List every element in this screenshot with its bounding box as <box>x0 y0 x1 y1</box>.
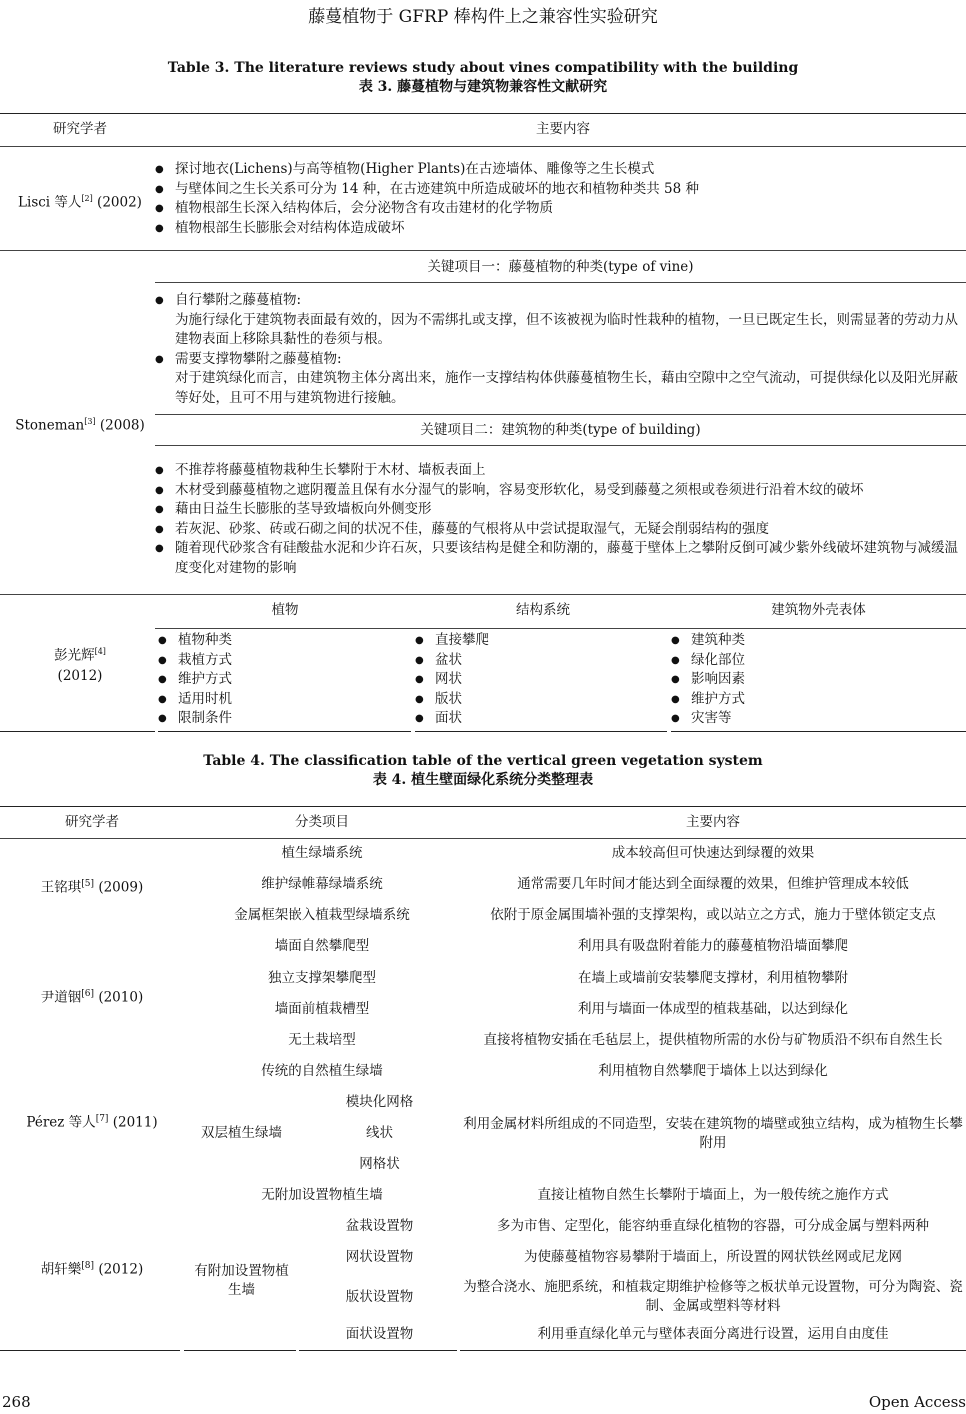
researcher-wang <box>0 875 184 898</box>
list-item: ● 栽植方式 <box>158 651 408 671</box>
list-item: ● 探讨地衣(Lichens)与高等植物(Higher Plants)在古迹墙体、雕像等之生长模式 <box>155 160 960 180</box>
page-number: 268 <box>2 1393 31 1411</box>
bullet-title: 需要支撑物攀附之藤蔓植物: <box>175 350 342 367</box>
content-cell: 通常需要几年时间才能达到全面绿覆的效果，但维护管理成本较低 <box>517 876 909 892</box>
stoneman-key-item-1: 关键项目一：藤蔓植物的种类(type of vine) <box>427 259 694 275</box>
table4-bottom-rule <box>184 1350 296 1351</box>
researcher-name: Stoneman <box>15 417 85 434</box>
peng-structure-list <box>415 631 665 729</box>
stoneman-vine-types-list <box>155 291 966 408</box>
reference-mark: [4] <box>94 647 106 656</box>
subcategory-cell: 盆栽设置物 <box>345 1218 414 1234</box>
table3-bottom-rule <box>0 731 155 732</box>
stoneman-key-item-2: 关键项目二：建筑物的种类(type of building) <box>420 422 701 438</box>
table4-top-rule <box>0 806 966 807</box>
peng-header-envelope: 建筑物外壳表体 <box>771 602 866 618</box>
table3-bottom-rule <box>415 731 667 732</box>
category-cell: 无土栽培型 <box>288 1032 356 1048</box>
bullet-title: 自行攀附之藤蔓植物: <box>175 292 302 308</box>
running-title: 藤蔓植物于 GFRP 棒构件上之兼容性实验研究 <box>308 7 658 27</box>
reference-mark: [7] <box>95 1114 109 1124</box>
bullet-text: 为施行绿化于建筑物表面最有效的，因为不需绑扎或支撑，但不该被视为临时性栽种的植物，一旦已既定生长，则需显著的劳动力从建物表面上移除具黏性的卷须与根。 <box>175 311 958 347</box>
subcategory-cell: 面状设置物 <box>345 1326 414 1342</box>
list-item: ● 绿化部位 <box>671 651 961 671</box>
content-cell: 在墙上或墙前安装攀爬支撑材，利用植物攀附 <box>578 970 848 986</box>
table4-bottom-rule <box>299 1350 457 1351</box>
subsection-rule <box>155 282 966 283</box>
list-item: ● 木材受到藤蔓植物之遮阴覆盖且保有水分湿气的影响，容易变形软化，易受到藤蔓之须根或卷须进行沿着木纹的破坏 <box>155 481 966 501</box>
reference-mark: [5] <box>81 879 95 889</box>
researcher-year: (2009) <box>94 879 144 896</box>
stoneman-building-types-list <box>155 461 966 578</box>
subcategory-cell: 网格状 <box>359 1156 400 1172</box>
reference-mark: [8] <box>81 1261 95 1271</box>
list-item: ● 不推荐将藤蔓植物栽种生长攀附于木材、墙板表面上 <box>155 461 966 481</box>
bullet-text: 对于建筑绿化而言，由建筑物主体分离出来，施作一支撑结构体供藤蔓植物生长，藉由空隙中之空气流动，可提供绿化以及阳光屏蔽等好处，且可不用与建筑物进行接触。 <box>175 370 958 406</box>
table3-header-researcher: 研究学者 <box>53 121 107 137</box>
researcher-name: 尹道铟 <box>40 989 82 1006</box>
researcher-yin <box>0 985 184 1008</box>
researcher-year: (2008) <box>95 417 145 434</box>
subcategory-cell: 线状 <box>366 1125 393 1141</box>
list-item <box>155 350 966 409</box>
subsection-rule <box>155 628 966 629</box>
table3-header-rule <box>0 146 966 147</box>
table3-caption-en: Table 3. The literature reviews study about vines compatibility with the building <box>167 60 799 76</box>
researcher-year: (2012) <box>94 1261 144 1278</box>
content-cell: 依附于原金属围墙补强的支撑架构，或以站立之方式，施力于壁体锁定支点 <box>490 907 936 923</box>
list-item: ● 植物种类 <box>158 631 408 651</box>
researcher-name: Pérez 等人 <box>26 1114 96 1131</box>
table3-header-content: 主要内容 <box>536 121 590 137</box>
subcategory-cell: 模块化网格 <box>345 1094 414 1110</box>
list-item: ● 与壁体间之生长关系可分为 14 种，在古迹建筑中所造成破坏的地衣和植物种类共 58 种 <box>155 180 960 200</box>
category-cell: 植生绿墙系统 <box>281 845 363 861</box>
researcher-lisci <box>0 189 160 213</box>
category-cell: 维护绿帷幕绿墙系统 <box>261 876 383 892</box>
double-layer-label: 双层植生绿墙 <box>201 1125 282 1141</box>
list-item: ● 灾害等 <box>671 709 961 729</box>
content-cell: 利用金属材料所组成的不同造型，安装在建筑物的墙壁或独立结构，成为植物生长攀附用 <box>463 1116 963 1151</box>
researcher-name: Lisci 等人 <box>18 194 82 211</box>
reference-mark: [6] <box>81 989 95 999</box>
peng-header-plant: 植物 <box>271 602 299 618</box>
subcategory-cell: 网状设置物 <box>345 1249 414 1265</box>
row-divider <box>0 250 966 251</box>
peng-plant-list <box>158 631 408 729</box>
table4-caption-zh: 表 4. 植生壁面绿化系统分类整理表 <box>372 772 594 788</box>
list-item: ● 限制条件 <box>158 709 408 729</box>
list-item: ● 若灰泥、砂浆、砖或石砌之间的状况不佳，藤蔓的气根将从中尝试提取湿气，无疑会削弱结构的强度 <box>155 520 966 540</box>
content-cell: 多为市售、定型化，能容纳垂直绿化植物的容器，可分成金属与塑料两种 <box>497 1218 929 1234</box>
category-cell: 传统的自然植生绿墙 <box>261 1063 383 1079</box>
peng-header-structure: 结构系统 <box>516 602 570 618</box>
content-cell: 利用与墙面一体成型的植栽基础，以达到绿化 <box>578 1001 848 1017</box>
category-cell: 无附加设置物植生墙 <box>261 1187 383 1203</box>
list-item: ● 藉由日益生长膨胀的茎导致墙板向外侧变形 <box>155 500 966 520</box>
researcher-hu <box>0 1257 184 1280</box>
list-item <box>155 291 966 350</box>
reference-mark: [2] <box>81 194 93 203</box>
content-cell: 利用具有吸盘附着能力的藤蔓植物沿墙面攀爬 <box>578 938 848 954</box>
list-item: ● 版状 <box>415 690 665 710</box>
table3-top-rule <box>0 113 966 114</box>
subsection-rule <box>155 445 966 446</box>
researcher-name: 王铭琪 <box>40 879 82 896</box>
lisci-findings-list <box>155 160 960 238</box>
content-cell: 利用垂直绿化单元与壁体表面分离进行设置，运用自由度佳 <box>537 1326 889 1342</box>
table3-bottom-rule <box>158 731 411 732</box>
list-item: ● 随着现代砂浆含有硅酸盐水泥和少许石灰，只要该结构是健全和防潮的，藤蔓于壁体上之攀附反倒可减少紫外线破坏建筑物与减缓温度变化对建物的影响 <box>155 539 966 578</box>
table4-header-category: 分类项目 <box>295 814 349 830</box>
researcher-year: (2012) <box>57 667 103 684</box>
category-cell: 墙面自然攀爬型 <box>274 938 370 954</box>
researcher-perez <box>0 1110 184 1133</box>
category-cell: 墙面前植栽槽型 <box>274 1001 370 1017</box>
list-item: ● 植物根部生长膨胀会对结构体造成破坏 <box>155 219 960 239</box>
list-item: ● 维护方式 <box>158 670 408 690</box>
table4-bottom-rule <box>0 1350 180 1351</box>
list-item: ● 建筑种类 <box>671 631 961 651</box>
category-cell: 金属框架嵌入植栽型绿墙系统 <box>234 907 410 923</box>
list-item: ● 面状 <box>415 709 665 729</box>
subcategory-cell: 版状设置物 <box>345 1289 414 1305</box>
list-item: ● 适用时机 <box>158 690 408 710</box>
journal-label: Open Access <box>868 1393 966 1411</box>
researcher-name: 彭光辉 <box>54 647 95 664</box>
reference-mark: [3] <box>84 417 96 426</box>
content-cell: 为使藤蔓植物容易攀附于墙面上，所设置的网状铁丝网或尼龙网 <box>524 1249 902 1265</box>
researcher-year: (2002) <box>92 194 142 211</box>
researcher-year: (2011) <box>108 1114 158 1131</box>
content-cell: 直接将植物安插在毛毡层上，提供植物所需的水份与矿物质沿不织布自然生长 <box>483 1032 943 1048</box>
attached-structure-label: 有附加设置物植生墙 <box>194 1263 289 1298</box>
list-item: ● 植物根部生长深入结构体后，会分泌物含有攻击建材的化学物质 <box>155 199 960 219</box>
list-item: ● 影响因素 <box>671 670 961 690</box>
category-cell: 独立支撑架攀爬型 <box>268 970 376 986</box>
table4-header-rule <box>0 838 966 839</box>
peng-envelope-list <box>671 631 961 729</box>
table4-header-researcher: 研究学者 <box>65 814 119 830</box>
table3-caption-zh: 表 3. 藤蔓植物与建筑物兼容性文献研究 <box>358 79 608 95</box>
table4-header-content: 主要内容 <box>686 814 740 830</box>
content-cell: 成本较高但可快速达到绿覆的效果 <box>611 845 815 861</box>
content-cell: 利用植物自然攀爬于墙体上以达到绿化 <box>598 1063 828 1079</box>
list-item: ● 盆状 <box>415 651 665 671</box>
table4-bottom-rule <box>460 1350 966 1351</box>
subsection-rule <box>155 414 966 415</box>
researcher-peng <box>0 642 160 686</box>
table3-bottom-rule <box>671 731 966 732</box>
list-item: ● 直接攀爬 <box>415 631 665 651</box>
list-item: ● 网状 <box>415 670 665 690</box>
researcher-year: (2010) <box>94 989 144 1006</box>
researcher-stoneman <box>0 412 160 436</box>
table4-caption-en: Table 4. The classification table of the vertical green vegetation system <box>203 753 763 769</box>
content-cell: 直接让植物自然生长攀附于墙面上，为一般传统之施作方式 <box>537 1187 889 1203</box>
row-divider <box>0 594 966 595</box>
content-cell: 为整合浇水、施肥系统，和植栽定期维护检修等之板状单元设置物，可分为陶瓷、瓷制、金属或塑料等材料 <box>463 1279 963 1314</box>
researcher-name: 胡轩樂 <box>40 1261 82 1278</box>
list-item: ● 维护方式 <box>671 690 961 710</box>
